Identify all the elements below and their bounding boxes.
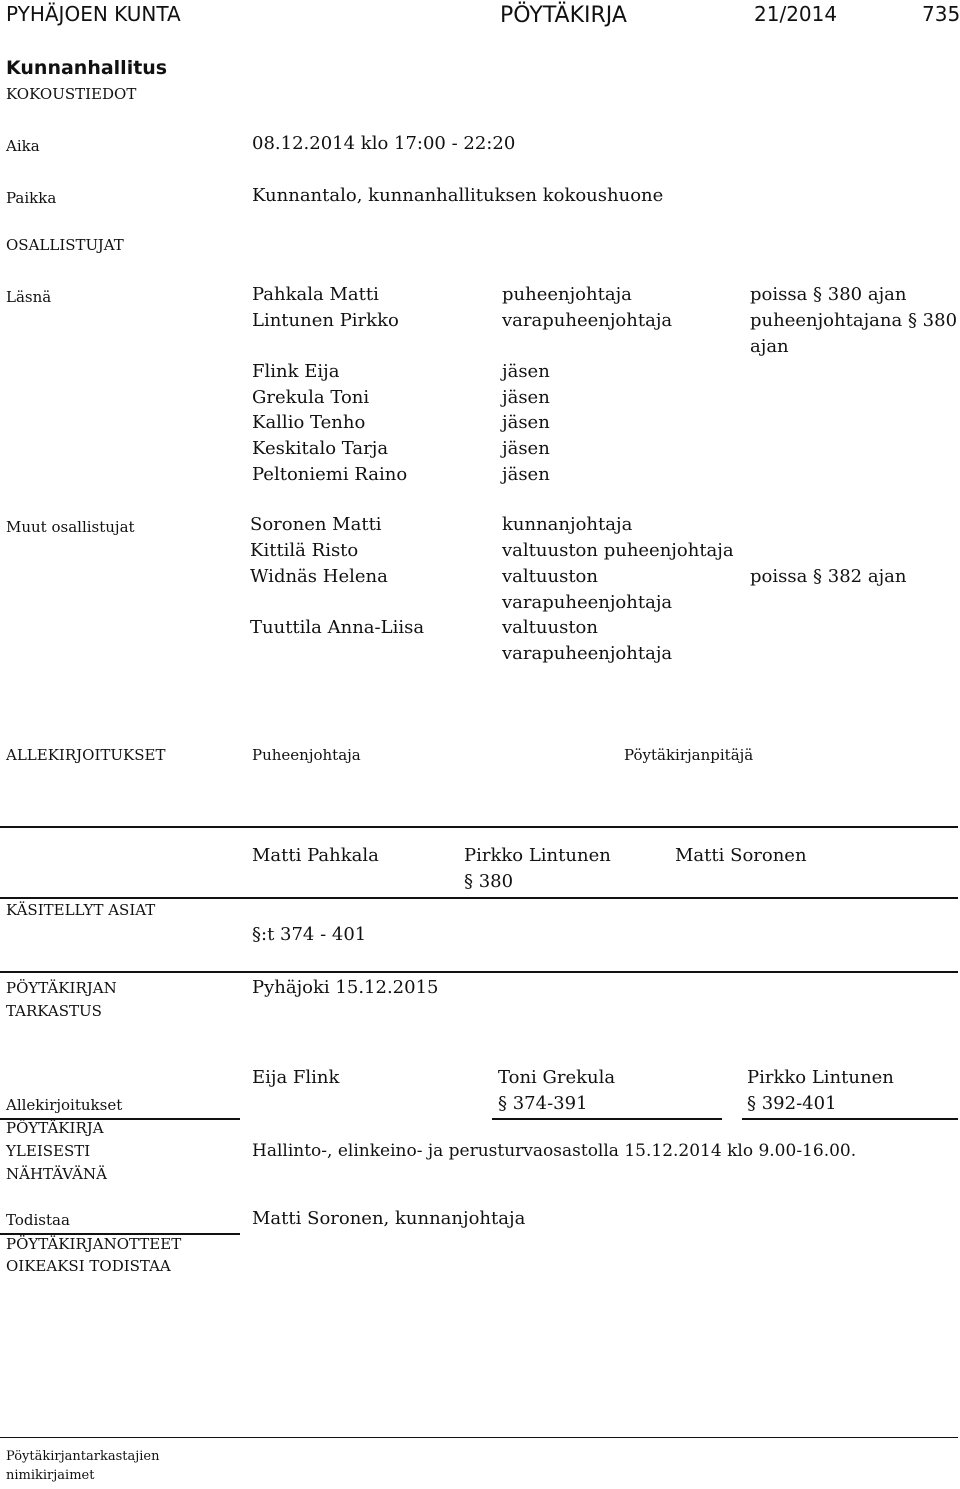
divider-line: [0, 897, 958, 899]
document-number: 21/2014: [754, 2, 838, 26]
page-number: 735: [922, 2, 960, 26]
reviewer-name: Eija Flink: [252, 1067, 340, 1088]
reviewer-name: Pirkko Lintunen: [747, 1067, 894, 1088]
reviewer-note: § 392-401: [747, 1093, 837, 1114]
member-role: jäsen: [502, 361, 550, 382]
participant-note: poissa § 382 ajan: [750, 566, 907, 587]
public-label: PÖYTÄKIRJA: [6, 1119, 104, 1137]
member-name: Kallio Tenho: [252, 412, 366, 433]
participant-name: Soronen Matti: [250, 514, 382, 535]
member-role: puheenjohtaja: [502, 284, 632, 305]
member-name: Pahkala Matti: [252, 284, 379, 305]
public-label-cont: NÄHTÄVÄNÄ: [6, 1165, 107, 1183]
certify-value: Matti Soronen, kunnanjohtaja: [252, 1208, 526, 1229]
member-role: jäsen: [502, 464, 550, 485]
review-label-cont: TARKASTUS: [6, 1002, 102, 1020]
extracts-label-cont: OIKEAKSI TODISTAA: [6, 1257, 171, 1275]
member-role: jäsen: [502, 438, 550, 459]
footer-label: Pöytäkirjantarkastajien: [6, 1449, 160, 1464]
participant-name: Widnäs Helena: [250, 566, 388, 587]
member-role: varapuheenjohtaja: [502, 310, 673, 331]
place-value: Kunnantalo, kunnanhallituksen kokoushuone: [252, 185, 664, 206]
member-role: jäsen: [502, 412, 550, 433]
signer-name: Matti Soronen: [675, 845, 807, 866]
member-name: Grekula Toni: [252, 387, 370, 408]
signer-name: Matti Pahkala: [252, 845, 379, 866]
participant-name: Tuuttila Anna-Liisa: [250, 617, 425, 638]
member-role: jäsen: [502, 387, 550, 408]
extracts-label: PÖYTÄKIRJANOTTEET: [6, 1235, 182, 1253]
present-label: Läsnä: [6, 288, 52, 306]
public-label-cont: YLEISESTI: [6, 1142, 91, 1160]
review-signatures-label: Allekirjoitukset: [6, 1096, 123, 1114]
place-label: Paikka: [6, 189, 57, 207]
document-type: PÖYTÄKIRJA: [500, 3, 627, 28]
footer-label-cont: nimikirjaimet: [6, 1468, 95, 1483]
time-label: Aika: [6, 137, 40, 155]
participant-name: Kittilä Risto: [250, 540, 359, 561]
participants-heading: OSALLISTUJAT: [6, 236, 124, 254]
organ-name: Kunnanhallitus: [6, 57, 168, 79]
participant-role: valtuuston: [502, 566, 598, 587]
signer-note: § 380: [464, 871, 514, 892]
member-name: Keskitalo Tarja: [252, 438, 389, 459]
certify-label: Todistaa: [6, 1211, 70, 1229]
participant-role-cont: varapuheenjohtaja: [502, 643, 673, 664]
member-name: Flink Eija: [252, 361, 340, 382]
divider-line: [0, 971, 958, 973]
items-value: §:t 374 - 401: [252, 924, 367, 945]
footer-divider: [0, 1437, 958, 1438]
items-label: KÄSITELLYT ASIAT: [6, 901, 156, 919]
signature-line: [742, 1118, 958, 1120]
participant-role: valtuuston puheenjohtaja: [502, 540, 734, 561]
member-note-cont: ajan: [750, 336, 789, 357]
section-title: KOKOUSTIEDOT: [6, 85, 137, 103]
reviewer-note: § 374-391: [498, 1093, 588, 1114]
secretary-label: Pöytäkirjanpitäjä: [624, 746, 754, 764]
participant-role-cont: varapuheenjohtaja: [502, 592, 673, 613]
public-value: Hallinto-, elinkeino- ja perusturvaosastolla 15.12.2014 klo 9.00-16.00.: [252, 1141, 857, 1161]
chair-label: Puheenjohtaja: [252, 746, 361, 764]
member-name: Peltoniemi Raino: [252, 464, 408, 485]
member-note: puheenjohtajana § 380: [750, 310, 958, 331]
participant-role: valtuuston: [502, 617, 598, 638]
reviewer-name: Toni Grekula: [498, 1067, 616, 1088]
review-place-date: Pyhäjoki 15.12.2015: [252, 977, 439, 998]
divider-line: [0, 826, 958, 828]
municipality-name: PYHÄJOEN KUNTA: [6, 2, 181, 26]
participant-role: kunnanjohtaja: [502, 514, 633, 535]
signature-line: [492, 1118, 722, 1120]
signer-name: Pirkko Lintunen: [464, 845, 611, 866]
other-participants-label: Muut osallistujat: [6, 518, 135, 536]
signatures-label: ALLEKIRJOITUKSET: [6, 746, 166, 764]
member-name: Lintunen Pirkko: [252, 310, 399, 331]
member-note: poissa § 380 ajan: [750, 284, 907, 305]
time-value: 08.12.2014 klo 17:00 - 22:20: [252, 133, 516, 154]
review-label: PÖYTÄKIRJAN: [6, 979, 117, 997]
